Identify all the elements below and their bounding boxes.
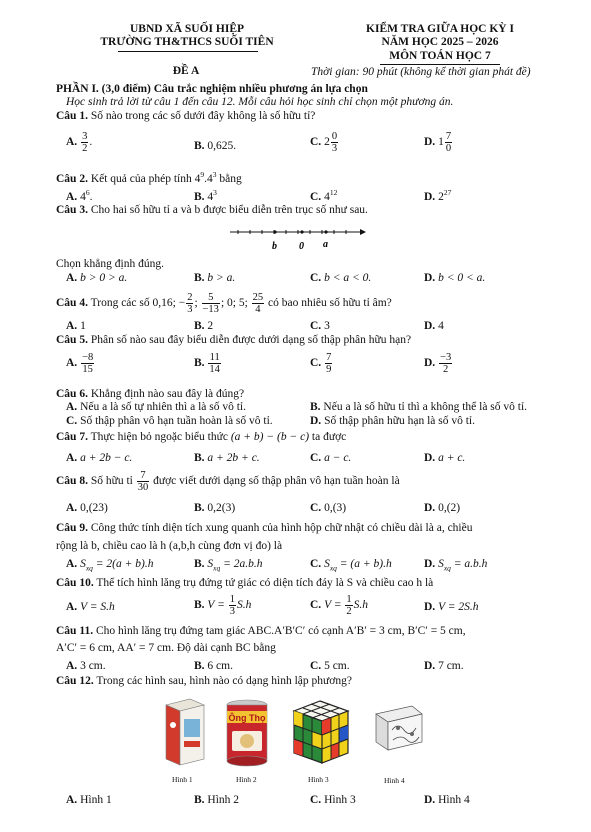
number-line xyxy=(228,226,368,254)
figure-1-milk-carton xyxy=(160,695,210,769)
exam-title: KIỂM TRA GIỮA HỌC KỲ I xyxy=(366,23,514,35)
q8-option-c[interactable]: C. 0,(3) xyxy=(310,502,347,514)
school-district: UBND XÃ SUỐI HIỆP xyxy=(129,23,245,35)
q6-option-a[interactable]: A. Nếu a là số tự nhiên thì a là số vô tỉ. xyxy=(66,401,246,413)
question-5: Câu 5. Phân số nào sau đây biểu diễn được dưới dạng số thập phân hữu hạn? xyxy=(56,334,412,346)
q11-option-a[interactable]: A. 3 cm. xyxy=(66,660,106,672)
number-line-arrow xyxy=(360,229,366,235)
q10-option-b[interactable]: B. V = $\frac{1}{3}$ S.h xyxy=(194,594,252,617)
figure-3-rubik-cube xyxy=(290,697,352,767)
q5-option-d[interactable]: D. $\frac{-3}{2}$ xyxy=(424,352,452,375)
q2-option-c[interactable]: C. $4^{12}$ xyxy=(310,188,338,203)
figure-4-decorative-box xyxy=(368,700,424,764)
exam-time: Thời gian: 90 phút (không kể thời gian phát đề) xyxy=(311,66,531,78)
q3-option-d[interactable]: D. b < 0 < a. xyxy=(424,272,486,284)
q4-option-d[interactable]: D. 4 xyxy=(424,320,444,332)
question-4: Câu 4. Trong các số 0,16; − $\frac{2}{3}$ ; $\frac{5}{-13}$ ; 0; 5; $\frac{25}{4}$ có bao nhiêu số hữu tỉ âm? xyxy=(56,292,392,315)
caption-hinh-1: Hình 1 xyxy=(172,775,193,784)
q6-option-d[interactable]: D. Số thập phân hữu hạn là số vô tỉ. xyxy=(310,415,475,427)
q10-option-a[interactable]: A. V = S.h xyxy=(66,601,115,613)
question-12: Câu 12. Trong các hình sau, hình nào có dạng hình lập phương? xyxy=(56,675,352,687)
header-underline-right xyxy=(380,64,500,65)
q4-option-a[interactable]: A. 1 xyxy=(66,320,86,332)
q11-option-b[interactable]: B. 6 cm. xyxy=(194,660,233,672)
question-3: Câu 3. Cho hai số hữu tỉ a và b được biểu diễn trên trục số như sau. xyxy=(56,204,368,216)
caption-hinh-4: Hình 4 xyxy=(384,776,405,785)
part1-instruction: Học sinh trả lời từ câu 1 đến câu 12. Mỗi câu hỏi học sinh chỉ chọn một phương án. xyxy=(66,96,454,108)
q1-option-a[interactable]: A. $\frac{3}{2}$ . xyxy=(66,131,93,154)
q2-option-b[interactable]: B. $4^3$ xyxy=(194,188,217,203)
q7-option-a[interactable]: A. a + 2b − c. xyxy=(66,452,133,464)
q6-option-c[interactable]: C. Số thập phân vô hạn tuần hoàn là số vô tỉ. xyxy=(66,415,273,427)
q5-option-c[interactable]: C. $\frac{7}{9}$ xyxy=(310,352,332,375)
label-b: b xyxy=(272,241,277,252)
label-a: a xyxy=(323,239,328,250)
q3-option-a[interactable]: A. b > 0 > a. xyxy=(66,272,128,284)
question-8: Câu 8. Số hữu tỉ $\frac{7}{30}$ được viết dưới dạng số thập phân vô hạn tuần hoàn là xyxy=(56,470,400,493)
q5-option-a[interactable]: A. $\frac{-8}{15}$ xyxy=(66,352,94,375)
q8-option-a[interactable]: A. 0,(23) xyxy=(66,502,108,514)
point-a xyxy=(324,230,327,233)
q9-option-a[interactable]: A. $S_{xq} = 2(a + b).h$ xyxy=(66,558,154,573)
q3-option-b[interactable]: B. b > a. xyxy=(194,272,236,284)
can-brand: Ông Thọ xyxy=(228,713,266,723)
q7-option-d[interactable]: D. a + c. xyxy=(424,452,466,464)
q11-option-c[interactable]: C. 5 cm. xyxy=(310,660,350,672)
q12-option-b[interactable]: B. Hình 2 xyxy=(194,794,240,806)
q3-choose: Chọn khẳng định đúng. xyxy=(56,258,164,270)
q1-option-b[interactable]: B. 0,625. xyxy=(194,140,237,152)
q8-option-b[interactable]: B. 0,2(3) xyxy=(194,502,236,514)
q4-option-b[interactable]: B. 2 xyxy=(194,320,214,332)
q2-option-d[interactable]: D. $2^{27}$ xyxy=(424,188,452,203)
q12-option-c[interactable]: C. Hình 3 xyxy=(310,794,356,806)
caption-hinh-2: Hình 2 xyxy=(236,775,257,784)
q1-option-d[interactable]: D. 1 $\frac{7}{0}$ xyxy=(424,131,452,154)
point-b xyxy=(273,230,276,233)
q9-option-b[interactable]: B. $S_{xq} = 2a.b.h$ xyxy=(194,558,263,573)
q7-option-b[interactable]: B. a + 2b + c. xyxy=(194,452,260,464)
question-11-line2: A′C′ = 6 cm, AA′ = 7 cm. Độ dài cạnh BC bằng xyxy=(56,642,276,654)
exam-code: ĐỀ A xyxy=(172,65,200,77)
question-9-line2: rộng là b, chiều cao là h (a,b,h cùng đơn vị đo) là xyxy=(56,540,283,552)
q5-option-b[interactable]: B. $\frac{11}{14}$ xyxy=(194,352,220,375)
label-0: 0 xyxy=(299,241,304,252)
question-11: Câu 11. Cho hình lăng trụ đứng tam giác ABC.A′B′C′ có cạnh A′B′ = 3 cm, B′C′ = 5 cm, xyxy=(56,625,466,637)
question-2: Câu 2. Kết quả của phép tính $4^9.4^3$ bằng xyxy=(56,170,242,185)
q9-option-d[interactable]: D. $S_{xq} = a.b.h$ xyxy=(424,558,488,573)
q2-option-a[interactable]: A. $4^6$. xyxy=(66,188,93,203)
caption-hinh-3: Hình 3 xyxy=(308,775,329,784)
q9-option-c[interactable]: C. $S_{xq} = (a + b).h$ xyxy=(310,558,392,573)
school-year: NĂM HỌC 2025 – 2026 xyxy=(381,36,499,48)
q6-option-b[interactable]: B. Nếu a là số hữu tỉ thì a không thể là số vô tỉ. xyxy=(310,401,528,413)
q8-option-d[interactable]: D. 0,(2) xyxy=(424,502,461,514)
point-0 xyxy=(300,230,303,233)
q10-option-d[interactable]: D. V = 2S.h xyxy=(424,601,479,613)
part1-title: PHẦN I. (3,0 điểm) Câu trắc nghiệm nhiều phương án lựa chọn xyxy=(56,83,368,95)
header-underline-left xyxy=(118,51,258,52)
question-6: Câu 6. Khẳng định nào sau đây là đúng? xyxy=(56,388,245,400)
q12-option-a[interactable]: A. Hình 1 xyxy=(66,794,112,806)
question-7: Câu 7. Thực hiện bỏ ngoặc biểu thức (a + b) − (b − c) ta được xyxy=(56,431,347,443)
subject: MÔN TOÁN HỌC 7 xyxy=(389,50,491,62)
question-9: Câu 9. Công thức tính diện tích xung quanh của hình hộp chữ nhật có chiều dài là a, chiều xyxy=(56,522,473,534)
school-name: TRƯỜNG TH&THCS SUỐI TIÊN xyxy=(100,36,274,48)
q4-option-c[interactable]: C. 3 xyxy=(310,320,330,332)
q10-option-c[interactable]: C. V = $\frac{1}{2}$ S.h xyxy=(310,594,369,617)
q7-option-c[interactable]: C. a − c. xyxy=(310,452,352,464)
q11-option-d[interactable]: D. 7 cm. xyxy=(424,660,464,672)
question-10: Câu 10. Thể tích hình lăng trụ đứng tứ giác có diện tích đáy là S và chiều cao h là xyxy=(56,577,434,589)
question-1: Câu 1. Số nào trong các số dưới đây không là số hữu tỉ? xyxy=(56,110,316,122)
q3-option-c[interactable]: C. b < a < 0. xyxy=(310,272,372,284)
figure-2-condensed-milk-can xyxy=(222,697,272,769)
q1-option-c[interactable]: C. 2 $\frac{0}{3}$ xyxy=(310,131,338,154)
q12-option-d[interactable]: D. Hình 4 xyxy=(424,794,470,806)
